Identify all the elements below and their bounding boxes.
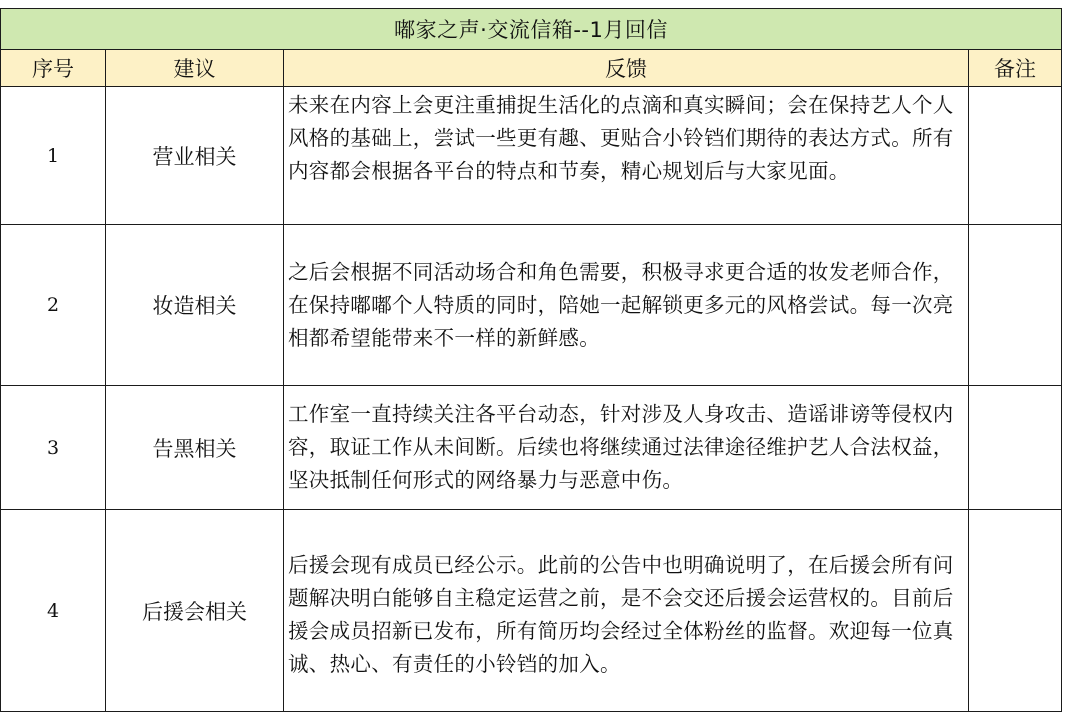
row-index-cell[interactable]: 3 xyxy=(1,386,106,510)
row-suggestion-cell[interactable]: 妆造相关 xyxy=(106,225,284,386)
header-remark[interactable]: 备注 xyxy=(969,50,1062,87)
row-feedback-cell[interactable]: 之后会根据不同活动场合和角色需要，积极寻求更合适的妆发老师合作，在保持嘟嘟个人特质的同时，陪她一起解锁更多元的风格尝试。每一次亮相都希望能带来不一样的新鲜感。 xyxy=(284,225,969,386)
table-row xyxy=(1,87,1062,225)
title-row xyxy=(1,9,1062,50)
row-remark-cell[interactable] xyxy=(969,510,1062,712)
row-feedback-cell[interactable]: 工作室一直持续关注各平台动态，针对涉及人身攻击、造谣诽谤等侵权内容，取证工作从未间断。后续也将继续通过法律途径维护艺人合法权益，坚决抵制任何形式的网络暴力与恶意中伤。 xyxy=(284,386,969,510)
row-feedback-cell[interactable]: 未来在内容上会更注重捕捉生活化的点滴和真实瞬间；会在保持艺人个人风格的基础上，尝试一些更有趣、更贴合小铃铛们期待的表达方式。所有内容都会根据各平台的特点和节奏，精心规划后与大家见面。 xyxy=(284,87,969,225)
header-suggestion[interactable]: 建议 xyxy=(106,50,284,87)
table-row xyxy=(1,386,1062,510)
row-suggestion-cell[interactable]: 告黑相关 xyxy=(106,386,284,510)
row-index-cell[interactable]: 4 xyxy=(1,510,106,712)
row-remark-cell[interactable] xyxy=(969,225,1062,386)
table-row xyxy=(1,510,1062,712)
header-feedback[interactable]: 反馈 xyxy=(284,50,969,87)
header-row xyxy=(1,50,1062,87)
row-suggestion-cell[interactable]: 营业相关 xyxy=(106,87,284,225)
header-index[interactable]: 序号 xyxy=(1,50,106,87)
table-row xyxy=(1,225,1062,386)
row-remark-cell[interactable] xyxy=(969,87,1062,225)
row-suggestion-cell[interactable]: 后援会相关 xyxy=(106,510,284,712)
table-title[interactable]: 嘟家之声·交流信箱--1月回信 xyxy=(1,9,1062,50)
row-remark-cell[interactable] xyxy=(969,386,1062,510)
row-index-cell[interactable]: 2 xyxy=(1,225,106,386)
row-feedback-cell[interactable]: 后援会现有成员已经公示。此前的公告中也明确说明了，在后援会所有问题解决明白能够自主稳定运营之前，是不会交还后援会运营权的。目前后援会成员招新已发布，所有简历均会经过全体粉丝的监督。欢迎每一位真诚、热心、有责任的小铃铛的加入。 xyxy=(284,510,969,712)
row-index-cell[interactable]: 1 xyxy=(1,87,106,225)
reply-table xyxy=(0,8,1062,712)
